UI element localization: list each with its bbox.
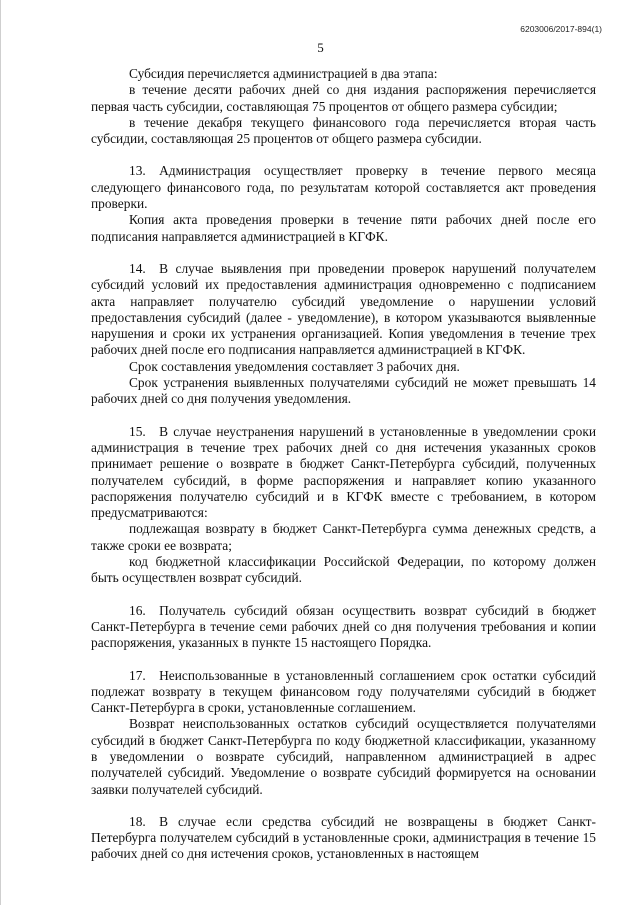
paragraph-first-part: в течение десяти рабочих дней со дня издания распоряжения перечисляется первая часть субсидии, составляющая 75 процентов от общего размера субсидии; <box>91 82 596 114</box>
paragraph-15-amount: подлежащая возврату в бюджет Санкт-Петербурга сумма денежных средств, а также сроки ее возврата; <box>91 521 596 553</box>
paragraph-14-fix-term: Срок устранения выявленных получателями субсидий не может превышать 14 рабочих дней со дня получения уведомления. <box>91 375 596 407</box>
paragraph-18: 18. В случае если средства субсидий не возвращены в бюджет Санкт-Петербурга получателем субсидий в установленные сроки, администрация в течение 15 рабочих дней со дня истечения сроков, установленных в настоящем <box>91 813 596 862</box>
paragraph-gap <box>91 147 596 163</box>
paragraph-subsidy-stages: Субсидия перечисляется администрацией в два этапа: <box>129 66 438 81</box>
document-id: 6203006/2017-894(1) <box>520 24 602 34</box>
document-body <box>91 66 596 863</box>
paragraph-16: 16. Получатель субсидий обязан осуществить возврат субсидий в бюджет Санкт-Петербурга в течение семи рабочих дней со дня получения требования и копии распоряжения, указанных в пункте 15 настоящего Порядка. <box>91 602 596 651</box>
paragraph-second-part: в течение декабря текущего финансового года перечисляется вторая часть субсидии, составляющая 25 процентов от общего размера субсидии. <box>91 114 596 147</box>
paragraph-15: 15. В случае неустранения нарушений в установленные в уведомлении сроки администрация в течение трех рабочих дней со дня истечения указанных сроков принимает решение о возврате в бюджет Санкт-Петербурга субсидий, полученных получателем субсидий, в форме распоряжения и направляет копию указанного распоряжения получателю субсидий и в КГФК вместе с требованием, в котором предусматриваются: <box>91 423 596 521</box>
paragraph-17-return: Возврат неиспользованных остатков субсидий осуществляется получателями субсидий в бюджет Санкт-Петербурга по коду бюджетной классификации, указанному в уведомлении о возврате субсидий, направленном администрацией в адрес получателей субсидий. Уведомление о возврате субсидий формируется на основании заявки получателей субсидий. <box>91 716 596 797</box>
page-number: 5 <box>317 40 324 55</box>
paragraph-gap <box>91 245 596 261</box>
paragraph-13-copy: Копия акта проведения проверки в течение пяти рабочих дней после его подписания направляется администрацией в КГФК. <box>91 212 596 244</box>
paragraph-14: 14. В случае выявления при проведении проверок нарушений получателем субсидий условий их предоставления администрация одновременно с подписанием акта направляет получателю субсидий уведомление о нарушении условий предоставления субсидий (далее - уведомление), в котором указываются выявленные нарушения и сроки их устранения организацией. Копия уведомления в течение трех рабочих дней после его подписания направляется администрацией в КГФК. <box>91 260 596 358</box>
paragraph-gap <box>91 798 596 814</box>
paragraph-gap <box>91 587 596 603</box>
paragraph-gap <box>91 408 596 424</box>
paragraph-gap <box>91 652 596 668</box>
paragraph-15-code: код бюджетной классификации Российской Федерации, по которому должен быть осуществлен возврат субсидий. <box>91 554 596 586</box>
paragraph-17: 17. Неиспользованные в установленный соглашением срок остатки субсидий подлежат возврату в текущем финансовом году получателями субсидий в бюджет Санкт-Петербурга в сроки, установленные соглашением. <box>91 667 596 716</box>
paragraph-13: 13. Администрация осуществляет проверку в течение первого месяца следующего финансового года, по результатам которой составляется акт проведения проверки. <box>91 163 596 212</box>
paragraph-14-notice-term: Срок составления уведомления составляет 3 рабочих дня. <box>129 358 460 374</box>
